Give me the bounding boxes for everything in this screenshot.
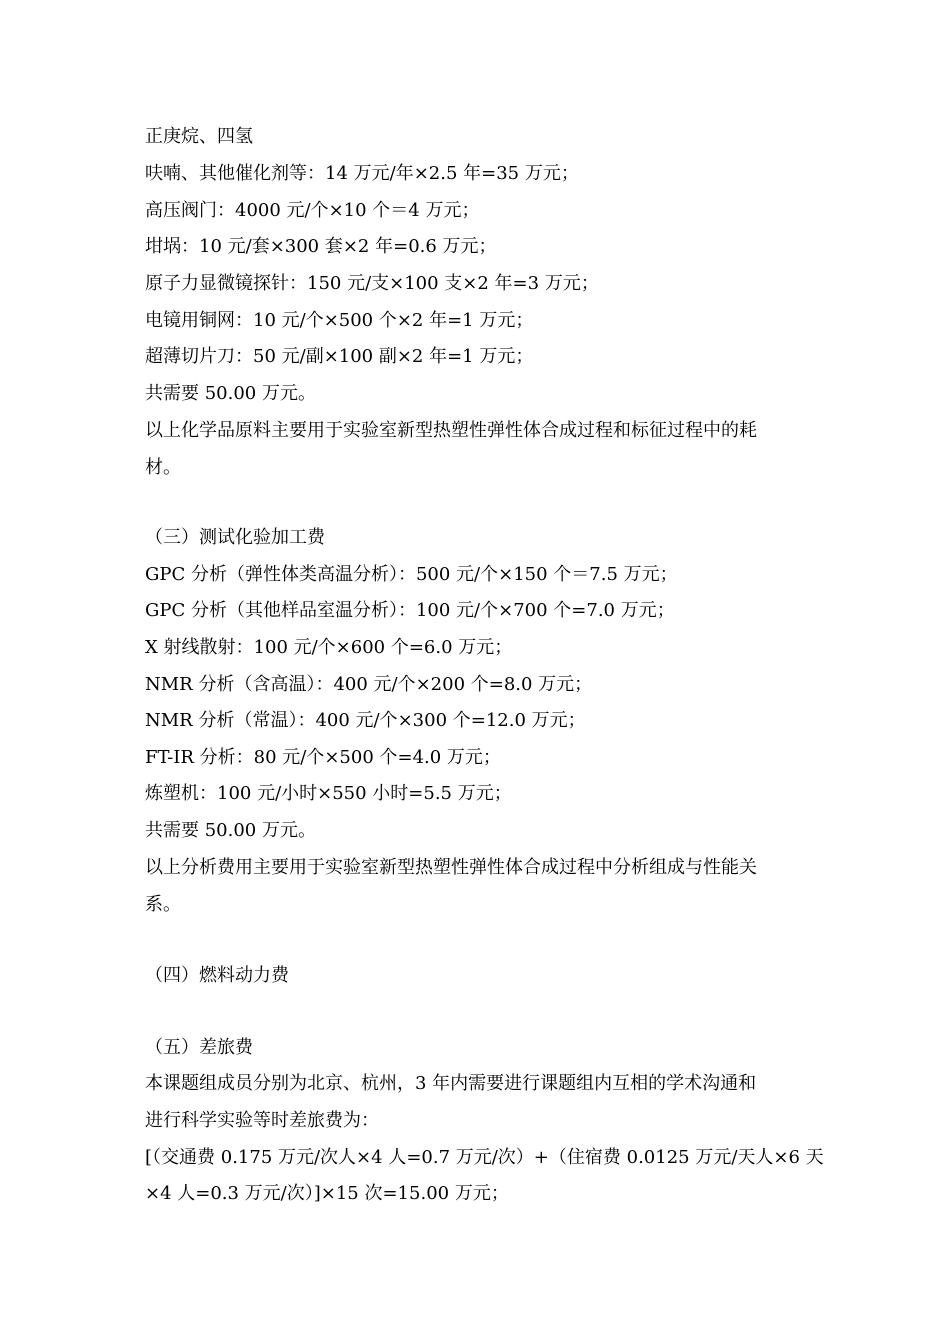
testing-note: 系。: [145, 894, 181, 915]
section-heading-travel: （五）差旅费: [145, 1037, 253, 1058]
materials-line: 呋喃、其他催化剂等：14 万元/年×2.5 年=35 万元；: [145, 163, 579, 184]
materials-line: 原子力显微镜探针：150 元/支×100 支×2 年=3 万元；: [145, 273, 599, 294]
materials-line: 高压阀门：4000 元/个×10 个＝4 万元；: [145, 200, 480, 221]
testing-total: 共需要 50.00 万元。: [145, 820, 316, 841]
section-heading-testing: （三）测试化验加工费: [145, 527, 325, 548]
testing-line: GPC 分析（弹性体类高温分析）：500 元/个×150 个＝7.5 万元；: [145, 564, 678, 585]
section-heading-fuel: （四）燃料动力费: [145, 965, 289, 986]
materials-line: 坩埚：10 元/套×300 套×2 年=0.6 万元；: [145, 236, 497, 257]
testing-line: 炼塑机：100 元/小时×550 小时=5.5 万元；: [145, 783, 512, 804]
testing-note: 以上分析费用主要用于实验室新型热塑性弹性体合成过程中分析组成与性能关: [145, 857, 757, 878]
testing-line: FT-IR 分析：80 元/个×500 个=4.0 万元；: [145, 747, 501, 768]
travel-formula: [（交通费 0.175 万元/次人×4 人=0.7 万元/次）+（住宿费 0.0125 万元/天人×6 天: [145, 1147, 824, 1168]
materials-line: 正庚烷、四氢: [145, 126, 253, 147]
travel-paragraph: 本课题组成员分别为北京、杭州，3 年内需要进行课题组内互相的学术沟通和: [145, 1073, 757, 1094]
materials-line: 超薄切片刀：50 元/副×100 副×2 年=1 万元；: [145, 346, 534, 367]
testing-line: NMR 分析（常温）：400 元/个×300 个=12.0 万元；: [145, 710, 586, 731]
testing-line: X 射线散射：100 元/个×600 个=6.0 万元；: [145, 637, 513, 658]
travel-formula: ×4 人=0.3 万元/次）]×15 次=15.00 万元；: [145, 1183, 509, 1204]
materials-note: 以上化学品原料主要用于实验室新型热塑性弹性体合成过程和标征过程中的耗: [145, 420, 757, 441]
travel-paragraph: 进行科学实验等时差旅费为：: [145, 1110, 379, 1131]
materials-line: 电镜用铜网：10 元/个×500 个×2 年=1 万元；: [145, 310, 534, 331]
testing-line: NMR 分析（含高温）：400 元/个×200 个=8.0 万元；: [145, 674, 593, 695]
materials-total: 共需要 50.00 万元。: [145, 383, 316, 404]
materials-note: 材。: [145, 457, 181, 478]
testing-line: GPC 分析（其他样品室温分析）：100 元/个×700 个=7.0 万元；: [145, 600, 675, 621]
